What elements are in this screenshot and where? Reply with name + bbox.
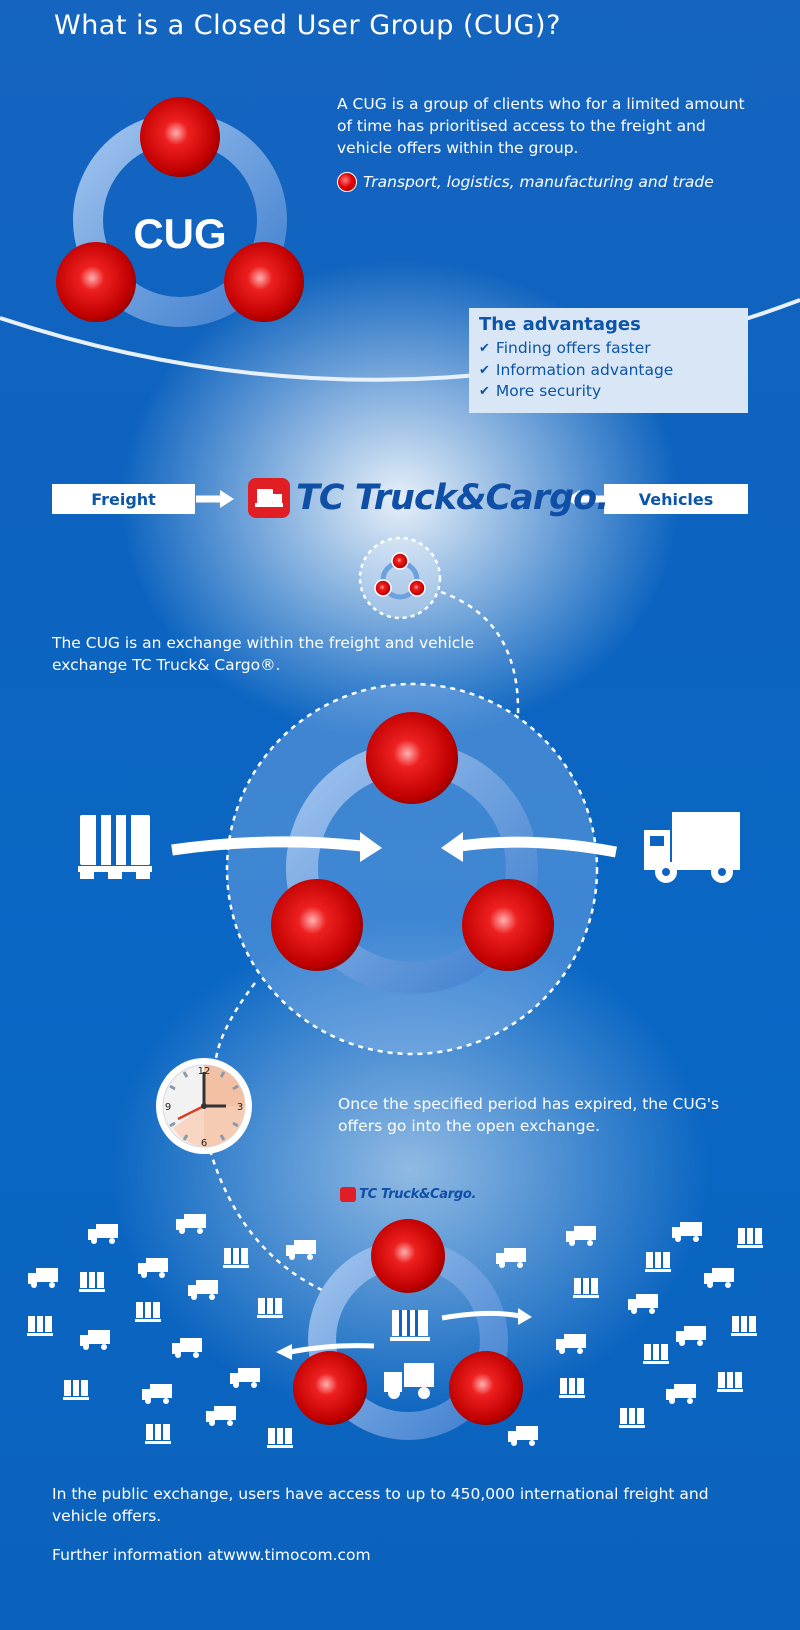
- advantage-item: [479, 360, 738, 382]
- red-dot-icon: [337, 172, 357, 192]
- page-title: What is a Closed User Group (CUG)?: [54, 10, 561, 41]
- big-ball-3: [462, 879, 554, 971]
- truck-cargo-logo: [248, 478, 608, 518]
- truck-icon-large: [644, 812, 740, 883]
- check-icon: ✔: [479, 384, 490, 399]
- small-logo-text: TC Truck&Cargo.: [359, 1187, 477, 1202]
- big-ball-2: [271, 879, 363, 971]
- cug-top-ball-3: [224, 242, 304, 322]
- mini-cug-icon: [360, 538, 440, 618]
- advantages-box: [469, 308, 748, 413]
- clock-number-6: 6: [200, 1138, 208, 1149]
- public-exchange-text: In the public exchange, users have access to up to 450,000 international freight and vehicle offers.: [52, 1485, 709, 1525]
- check-icon: ✔: [479, 341, 490, 356]
- bottom-ball-2: [293, 1351, 367, 1425]
- dotted-connector-3: [210, 1150, 322, 1290]
- cug-label: CUG: [133, 210, 227, 257]
- logo-badge-icon: [248, 478, 290, 518]
- advantage-label: Finding offers faster: [495, 339, 651, 357]
- logo-text: TC Truck&Cargo.: [296, 478, 609, 518]
- cug-top-ball-1: [140, 97, 220, 177]
- bottom-ball-1: [371, 1219, 445, 1293]
- logo-badge-icon: [340, 1187, 356, 1202]
- big-cug-circle: [227, 684, 597, 1054]
- intro-text: A CUG is a group of clients who for a limited amount of time has prioritised access to the freight and vehicle offers within the group.: [337, 95, 745, 157]
- advantage-label: Information advantage: [495, 360, 674, 379]
- freight-label: Freight: [52, 484, 195, 514]
- vehicles-label: Vehicles: [604, 484, 748, 514]
- pallet-icon-large: [78, 815, 152, 879]
- advantage-item: [479, 381, 738, 403]
- period-text: Once the specified period has expired, the CUG's offers go into the open exchange.: [338, 1095, 720, 1135]
- advantages-heading: The advantages: [479, 314, 641, 335]
- cug-top-ball-2: [56, 242, 136, 322]
- big-ball-1: [366, 712, 458, 804]
- more-info-text: Further information atwww.timocom.com: [52, 1546, 371, 1564]
- sector-line: [337, 172, 714, 192]
- clock-number-12: 12: [197, 1066, 211, 1077]
- clock-number-9: 9: [164, 1102, 172, 1113]
- freight-arrow-head: [220, 490, 234, 508]
- check-icon: ✔: [479, 362, 490, 378]
- sector-text: Transport, logistics, manufacturing and trade: [363, 173, 714, 191]
- advantage-item: [479, 338, 738, 360]
- small-truck-cargo-logo: [340, 1187, 476, 1202]
- dotted-connector-2: [215, 983, 255, 1070]
- exchange-text: The CUG is an exchange within the freight and vehicle exchange TC Truck& Cargo®.: [52, 634, 475, 674]
- bottom-ball-3: [449, 1351, 523, 1425]
- advantage-label: More security: [495, 382, 602, 400]
- clock-number-3: 3: [236, 1102, 244, 1113]
